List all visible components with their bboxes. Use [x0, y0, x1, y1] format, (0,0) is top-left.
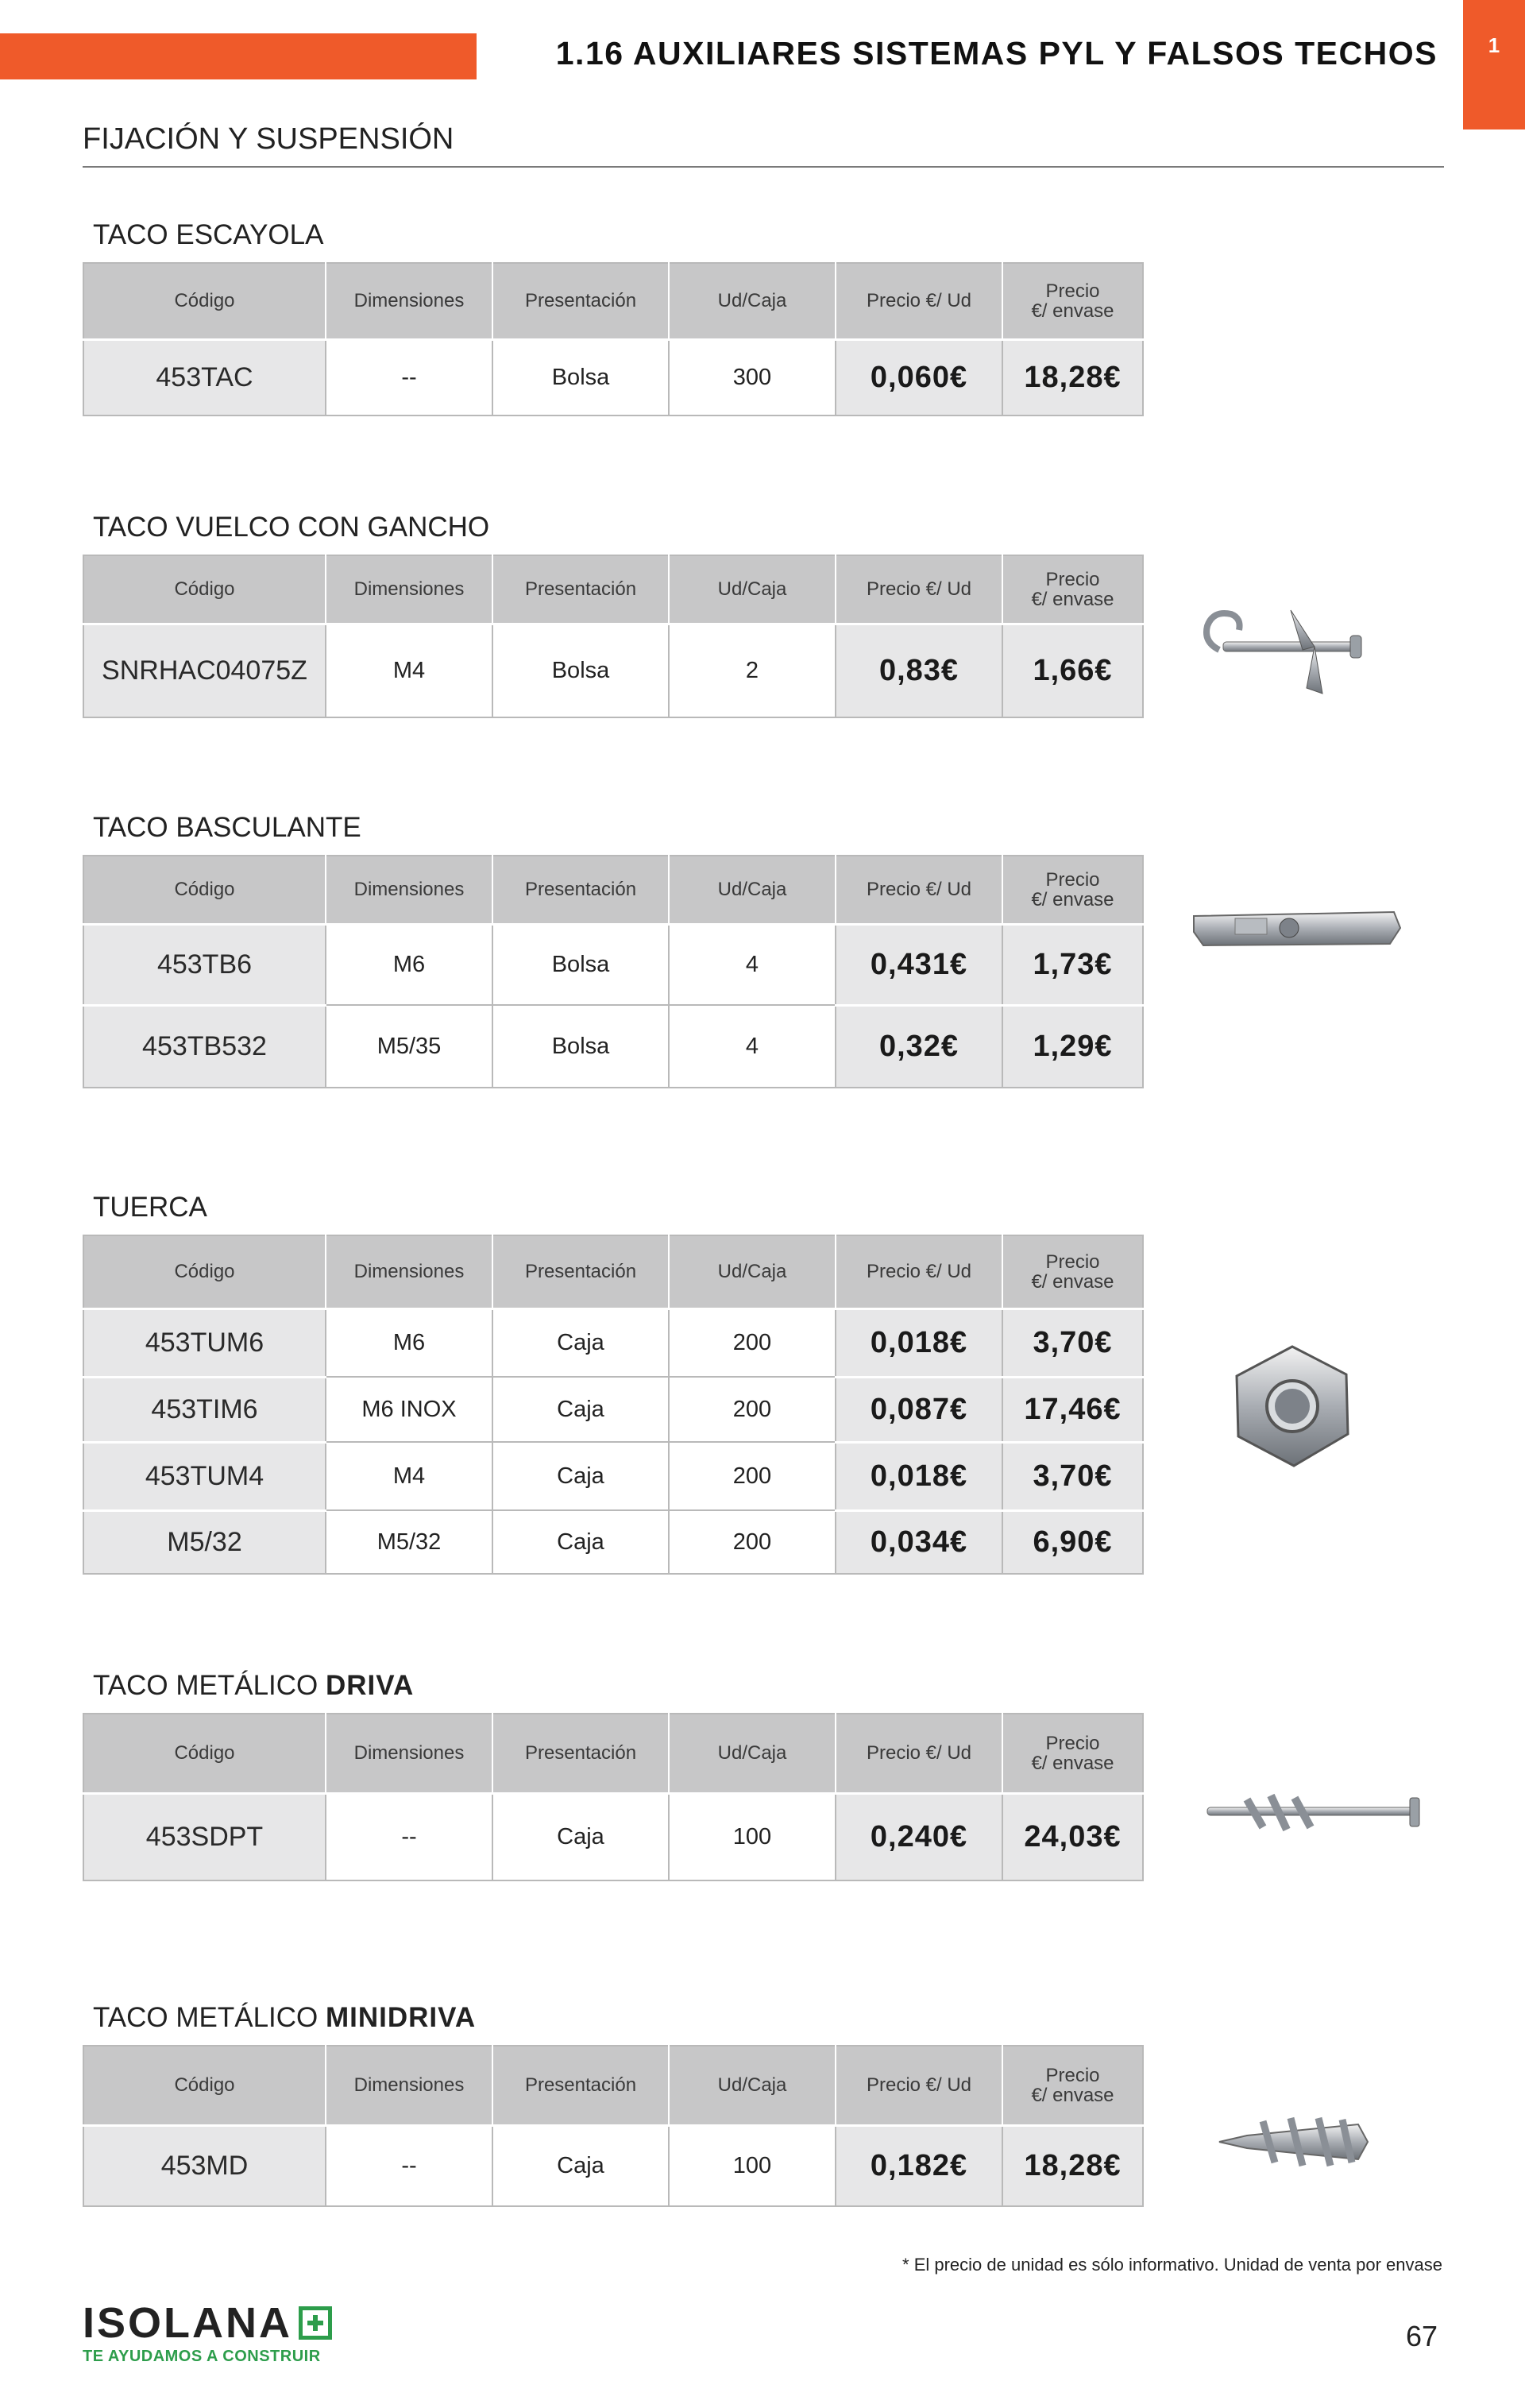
col-header-ud-caja: Ud/Caja [669, 2046, 836, 2125]
cell-precio-ud: 0,034€ [836, 1510, 1002, 1574]
isolana-logo [83, 2299, 332, 2366]
product-title-text: TUERCA [93, 1192, 207, 1223]
product-title [93, 812, 361, 844]
cell-precio-ud: 0,018€ [836, 1442, 1002, 1510]
cell-dimensiones: -- [326, 1793, 492, 1880]
cell-dimensiones: M5/32 [326, 1510, 492, 1574]
col-header-dimensiones: Dimensiones [326, 856, 492, 924]
col-header-precio-ud: Precio €/ Ud [836, 263, 1002, 339]
page-title: 1.16 AUXILIARES SISTEMAS PYL Y FALSOS TECHOS [555, 35, 1438, 72]
logo-plus-icon [299, 2306, 332, 2340]
page-number: 67 [1405, 2320, 1438, 2352]
cell-codigo: 453TB6 [83, 924, 326, 1005]
table-row[interactable] [83, 2125, 1143, 2206]
driva-anchor-with-screw-icon [1199, 1784, 1426, 1843]
col-header-precio-envase-line1: Precio [1045, 1250, 1100, 1273]
col-header-presentacion: Presentación [492, 2046, 669, 2125]
col-header-ud-caja: Ud/Caja [669, 1714, 836, 1793]
cell-presentacion: Bolsa [492, 624, 669, 717]
table-row[interactable] [83, 1005, 1143, 1088]
cell-presentacion: Caja [492, 1793, 669, 1880]
product-title-text: TACO METÁLICO [93, 2002, 326, 2033]
cell-codigo: 453TUM4 [83, 1442, 326, 1510]
col-header-codigo: Código [83, 555, 326, 624]
product-title [93, 1192, 207, 1223]
col-header-precio-envase [1002, 1235, 1143, 1308]
table-row[interactable] [83, 624, 1143, 717]
col-header-precio-ud: Precio €/ Ud [836, 2046, 1002, 2125]
hex-nut-icon [1227, 1343, 1358, 1474]
col-header-presentacion: Presentación [492, 856, 669, 924]
price-footnote: * El precio de unidad es sólo informativo. Unidad de venta por envase [902, 2255, 1442, 2275]
cell-codigo: SNRHAC04075Z [83, 624, 326, 717]
cell-precio-ud: 0,060€ [836, 339, 1002, 416]
cell-precio-envase: 17,46€ [1002, 1377, 1143, 1442]
table-row[interactable] [83, 1377, 1143, 1442]
table-header-row [83, 263, 1143, 339]
cell-presentacion: Caja [492, 1377, 669, 1442]
cell-precio-envase: 18,28€ [1002, 339, 1143, 416]
cell-precio-envase: 3,70€ [1002, 1442, 1143, 1510]
col-header-precio-envase-line2: €/ envase [1031, 2084, 1114, 2106]
cell-presentacion: Bolsa [492, 924, 669, 1005]
col-header-codigo: Código [83, 856, 326, 924]
table-row[interactable] [83, 1308, 1143, 1377]
cell-presentacion: Caja [492, 1308, 669, 1377]
cell-codigo: 453TUM6 [83, 1308, 326, 1377]
cell-dimensiones: M4 [326, 624, 492, 717]
product-title [93, 1670, 414, 1702]
tilting-anchor-icon [1187, 896, 1406, 964]
col-header-precio-envase-line2: €/ envase [1031, 888, 1114, 910]
cell-codigo: 453TIM6 [83, 1377, 326, 1442]
cell-codigo: 453MD [83, 2125, 326, 2206]
cell-ud-caja: 2 [669, 624, 836, 717]
table-row[interactable] [83, 339, 1143, 416]
col-header-ud-caja: Ud/Caja [669, 263, 836, 339]
table-row[interactable] [83, 1442, 1143, 1510]
cell-presentacion: Bolsa [492, 1005, 669, 1088]
product-title [93, 219, 323, 251]
col-header-presentacion: Presentación [492, 1235, 669, 1308]
cell-ud-caja: 100 [669, 2125, 836, 2206]
col-header-presentacion: Presentación [492, 263, 669, 339]
table-header-row [83, 2046, 1143, 2125]
col-header-precio-ud: Precio €/ Ud [836, 555, 1002, 624]
cell-dimensiones: M6 [326, 924, 492, 1005]
cell-dimensiones: -- [326, 339, 492, 416]
cell-precio-envase: 24,03€ [1002, 1793, 1143, 1880]
cell-codigo: M5/32 [83, 1510, 326, 1574]
product-title [93, 2002, 476, 2034]
cell-precio-ud: 0,431€ [836, 924, 1002, 1005]
header-accent-bar [0, 33, 477, 79]
cell-codigo: 453TB532 [83, 1005, 326, 1088]
cell-codigo: 453TAC [83, 339, 326, 416]
logo-wordmark [83, 2299, 332, 2347]
col-header-precio-envase-line1: Precio [1045, 2064, 1100, 2086]
section-title: FIJACIÓN Y SUSPENSIÓN [83, 122, 454, 156]
cell-dimensiones: M6 INOX [326, 1377, 492, 1442]
cell-ud-caja: 4 [669, 1005, 836, 1088]
minidriva-anchor-icon [1215, 2113, 1374, 2174]
cell-codigo: 453SDPT [83, 1793, 326, 1880]
table-row[interactable] [83, 1510, 1143, 1574]
product-title-text: TACO METÁLICO [93, 1670, 326, 1701]
cell-ud-caja: 300 [669, 339, 836, 416]
cell-precio-ud: 0,32€ [836, 1005, 1002, 1088]
col-header-ud-caja: Ud/Caja [669, 856, 836, 924]
table-header-row [83, 555, 1143, 624]
chapter-tab[interactable]: 1 [1463, 0, 1525, 129]
col-header-dimensiones: Dimensiones [326, 1235, 492, 1308]
product-table [83, 1235, 1144, 1575]
cell-ud-caja: 200 [669, 1377, 836, 1442]
col-header-precio-envase [1002, 2046, 1143, 2125]
cell-precio-envase: 1,66€ [1002, 624, 1143, 717]
product-table [83, 262, 1144, 416]
col-header-precio-envase-line1: Precio [1045, 280, 1100, 302]
col-header-precio-envase-line1: Precio [1045, 1732, 1100, 1754]
cell-precio-envase: 18,28€ [1002, 2125, 1143, 2206]
col-header-codigo: Código [83, 263, 326, 339]
col-header-dimensiones: Dimensiones [326, 263, 492, 339]
cell-ud-caja: 200 [669, 1308, 836, 1377]
col-header-codigo: Código [83, 2046, 326, 2125]
cell-dimensiones: M4 [326, 1442, 492, 1510]
table-row[interactable] [83, 1793, 1143, 1880]
cell-presentacion: Caja [492, 1510, 669, 1574]
col-header-precio-envase-line2: €/ envase [1031, 1270, 1114, 1293]
table-header-row [83, 856, 1143, 924]
col-header-codigo: Código [83, 1235, 326, 1308]
cell-presentacion: Caja [492, 2125, 669, 2206]
product-table [83, 2045, 1144, 2207]
cell-precio-envase: 1,29€ [1002, 1005, 1143, 1088]
cell-precio-envase: 6,90€ [1002, 1510, 1143, 1574]
cell-dimensiones: -- [326, 2125, 492, 2206]
logo-text: ISOLANA [83, 2299, 292, 2347]
col-header-precio-ud: Precio €/ Ud [836, 1714, 1002, 1793]
col-header-dimensiones: Dimensiones [326, 2046, 492, 2125]
product-title-bold: MINIDRIVA [326, 2002, 477, 2033]
cell-precio-ud: 0,240€ [836, 1793, 1002, 1880]
col-header-ud-caja: Ud/Caja [669, 1235, 836, 1308]
cell-ud-caja: 100 [669, 1793, 836, 1880]
col-header-precio-envase [1002, 263, 1143, 339]
cell-presentacion: Bolsa [492, 339, 669, 416]
table-header-row [83, 1714, 1143, 1793]
col-header-precio-envase [1002, 555, 1143, 624]
cell-precio-envase: 3,70€ [1002, 1308, 1143, 1377]
cell-precio-ud: 0,83€ [836, 624, 1002, 717]
cell-presentacion: Caja [492, 1442, 669, 1510]
product-title-bold: DRIVA [326, 1670, 415, 1701]
col-header-precio-envase [1002, 856, 1143, 924]
col-header-precio-envase-line2: €/ envase [1031, 300, 1114, 322]
product-table [83, 555, 1144, 718]
col-header-presentacion: Presentación [492, 1714, 669, 1793]
col-header-precio-ud: Precio €/ Ud [836, 1235, 1002, 1308]
cell-ud-caja: 200 [669, 1510, 836, 1574]
product-table [83, 855, 1144, 1088]
product-title-text: TACO BASCULANTE [93, 812, 361, 843]
product-title-text: TACO VUELCO CON GANCHO [93, 512, 490, 543]
col-header-precio-envase-line2: €/ envase [1031, 588, 1114, 610]
hook-toggle-anchor-icon [1195, 594, 1370, 702]
col-header-presentacion: Presentación [492, 555, 669, 624]
cell-ud-caja: 4 [669, 924, 836, 1005]
col-header-codigo: Código [83, 1714, 326, 1793]
logo-tagline: TE AYUDAMOS A CONSTRUIR [83, 2348, 321, 2365]
col-header-precio-envase-line2: €/ envase [1031, 1752, 1114, 1774]
col-header-ud-caja: Ud/Caja [669, 555, 836, 624]
product-title-text: TACO ESCAYOLA [93, 219, 324, 250]
cell-precio-ud: 0,182€ [836, 2125, 1002, 2206]
col-header-precio-envase-line1: Precio [1045, 868, 1100, 891]
product-table [83, 1713, 1144, 1881]
col-header-precio-ud: Precio €/ Ud [836, 856, 1002, 924]
col-header-dimensiones: Dimensiones [326, 1714, 492, 1793]
col-header-dimensiones: Dimensiones [326, 555, 492, 624]
cell-precio-ud: 0,018€ [836, 1308, 1002, 1377]
product-title [93, 512, 489, 543]
cell-precio-envase: 1,73€ [1002, 924, 1143, 1005]
cell-ud-caja: 200 [669, 1442, 836, 1510]
cell-dimensiones: M6 [326, 1308, 492, 1377]
col-header-precio-envase [1002, 1714, 1143, 1793]
table-header-row [83, 1235, 1143, 1308]
col-header-precio-envase-line1: Precio [1045, 568, 1100, 590]
section-divider [83, 166, 1444, 168]
cell-precio-ud: 0,087€ [836, 1377, 1002, 1442]
cell-dimensiones: M5/35 [326, 1005, 492, 1088]
table-row[interactable] [83, 924, 1143, 1005]
